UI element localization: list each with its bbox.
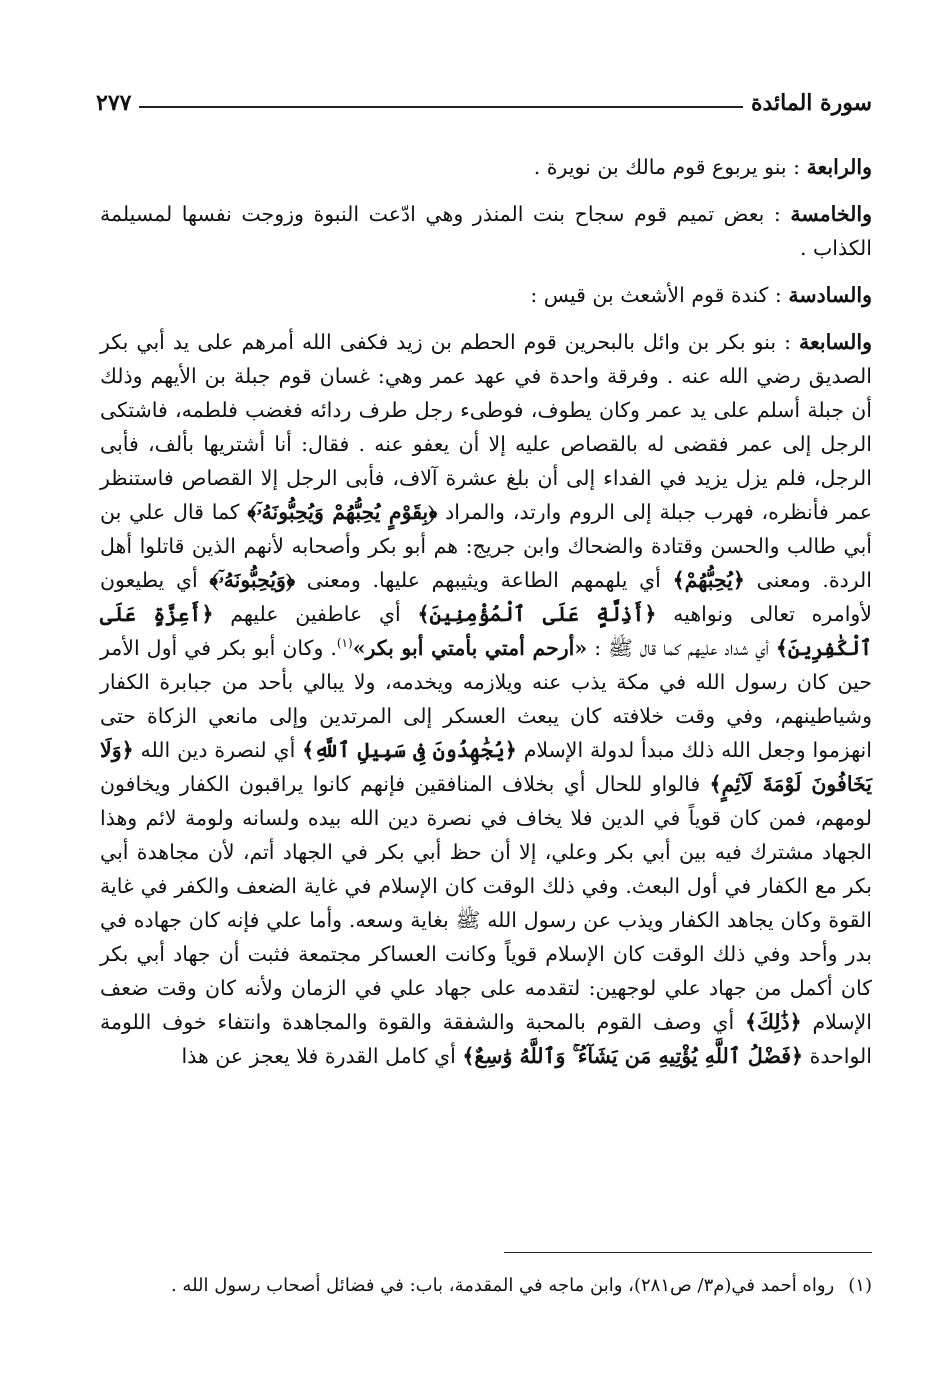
surah-title: سورة المائدة — [750, 90, 872, 116]
paragraph-text: أي شداد عليهم كما قال ﷺ : — [594, 636, 769, 660]
quran-quote: ﴿وَيُحِبُّونَهُۥٓ﴾ — [209, 568, 296, 592]
paragraph-seventh — [100, 325, 872, 1073]
paragraph-lead: والرابعة — [806, 155, 872, 179]
paragraph-text: كما قال علي بن أبي طالب والحسن وقتادة والضحاك وابن جريج: هم أبو بكر وأصحابه لأنهم الذين قاتلوا أهل الردة. ومعنى — [100, 500, 872, 592]
running-header — [96, 88, 872, 118]
quran-quote: ﴿بِقَوْمٍ يُحِبُّهُمْ وَيُحِبُّونَهُۥٓ﴾ — [247, 500, 438, 524]
quran-quote: ﴿ذَٰلِكَ﴾ — [744, 1010, 802, 1034]
main-text — [100, 150, 872, 1077]
quran-quote: ﴿وَلَا يَخَافُونَ لَوْمَةَ لَآئِمٍ﴾ — [100, 738, 872, 796]
quran-quote: ﴿أَذِلَّةٍ عَلَى ٱلْمُؤْمِنِينَ﴾ — [417, 602, 657, 626]
quran-quote: ﴿يُجَٰهِدُونَ فِى سَبِيلِ ٱللَّهِ﴾ — [302, 738, 517, 762]
paragraph-lead: والسابعة — [799, 330, 872, 354]
paragraph-text: أي يلهمهم الطاعة ويثيبهم عليها. ومعنى — [306, 568, 661, 592]
paragraph-sixth — [100, 278, 872, 312]
footnote — [100, 1270, 872, 1301]
quran-quote: ﴿أَعِزَّةٍ عَلَى ٱلْكَٰفِرِينَ﴾ — [100, 602, 872, 660]
paragraph-text: فالواو للحال أي بخلاف المنافقين فإنهم كانوا يراقبون الكفار ويخافون لومهم، فمن كان قوياً في الدين فلا يخاف في نصرة دين الله بيده ولسانه ولومة لائم وهذا الجهاد مشترك فيه بين أبي بكر وعلي، إلا أن حظ أبي بكر في الجهاد أتم، لأن مجاهدة أبي بكر مع الكفار في أول البعث. وفي ذلك الوقت كان الإسلام في غاية الضعف والكفر في غاية القوة وكان يجاهد الكفار ويذب عن رسول الله ﷺ بغاية وسعه. وأما علي فإنه كان جهاده في بدر وأحد وفي ذلك الوقت كان الإسلام قوياً وكانت العساكر مجتمعة فثبت أن جهاد أبي بكر كان أكمل من جهاد علي لوجهين: لتقدمه على جهاد علي في الزمان ولأنه كان وقت ضعف الإسلام — [100, 772, 872, 1034]
header-rule — [139, 106, 743, 108]
footnote-number: (١) — [848, 1275, 872, 1296]
paragraph-text: أي يطيعون لأوامره تعالى ونواهيه — [100, 568, 872, 626]
footnote-rule — [504, 1252, 872, 1253]
paragraph-text: . وكان أبو بكر في أول الأمر حين كان رسول الله في مكة يذب عنه ويلازمه ويخدمه، ولا يبالي بأحد من جبابرة الكفار وشياطينهم، وفي وقت خلافته كان يبعث العسكر إلى المرتدين وإلى مانعي الزكاة حتى انهزموا وجعل الله ذلك مبدأ لدولة الإسلام — [100, 636, 872, 762]
paragraph-text: أي وصف القوم بالمحبة والشفقة والقوة والمجاهدة وانتفاء خوف اللومة الواحدة — [100, 1010, 872, 1068]
paragraph-text: : بنو بكر بن وائل بالبحرين قوم الحطم بن زيد فكفى الله أمرهم على يد أبي بكر الصديق رضي الله عنه . وفرقة واحدة في عهد عمر وهي: غسان قوم جبلة بن الأيهم وذلك أن جبلة أسلم على يد عمر وكان يطوف، فوطىء رجل طرف ردائه فغضب فلطمه، فاشتكى الرجل إلى عمر فقضى له بالقصاص عليه إلا أن يعفو عنه . فقال: أنا أشتريها بألف، فأبى الرجل، فلم يزل يزيد في الفداء إلى أن بلغ عشرة آلاف، فأبى الرجل إلا القصاص فاستنظر عمر فأنظره، فهرب جبلة إلى الروم وارتد، والمراد — [100, 330, 872, 524]
paragraph-text: : كندة قوم الأشعث بن قيس : — [530, 283, 782, 307]
paragraph-text: أي عاطفين عليهم — [230, 602, 401, 626]
quran-quote: ﴿فَضْلُ ٱللَّهِ يُؤْتِيهِ مَن يَشَآءُ ۚ وَٱللَّهُ وَٰسِعٌ﴾ — [462, 1044, 804, 1068]
paragraph-lead: والسادسة — [788, 283, 872, 307]
paragraph-text: أي لنصرة دين الله — [140, 738, 296, 762]
hadith-quote: «أرحم أمتي بأمتي أبو بكر» — [352, 636, 588, 660]
quran-quote: ﴿يُحِبُّهُمْ﴾ — [672, 568, 745, 592]
paragraph-text: : بنو يربوع قوم مالك بن نويرة . — [533, 155, 801, 179]
paragraph-text: : بعض تميم قوم سجاح بنت المنذر وهي ادّعت النبوة وزوجت نفسها لمسيلمة الكذاب . — [100, 202, 872, 260]
paragraph-fourth — [100, 150, 872, 184]
paragraph-lead: والخامسة — [790, 202, 872, 226]
page-number: ٢٧٧ — [96, 90, 132, 116]
paragraph-fifth — [100, 197, 872, 265]
paragraph-text: أي كامل القدرة فلا يعجز عن هذا — [181, 1044, 456, 1068]
footnote-reference[interactable]: (١) — [336, 636, 353, 651]
footnote-text: رواه أحمد في(م٣/ ص٢٨١)، وابن ماجه في المقدمة، باب: في فضائل أصحاب رسول الله . — [170, 1275, 835, 1296]
